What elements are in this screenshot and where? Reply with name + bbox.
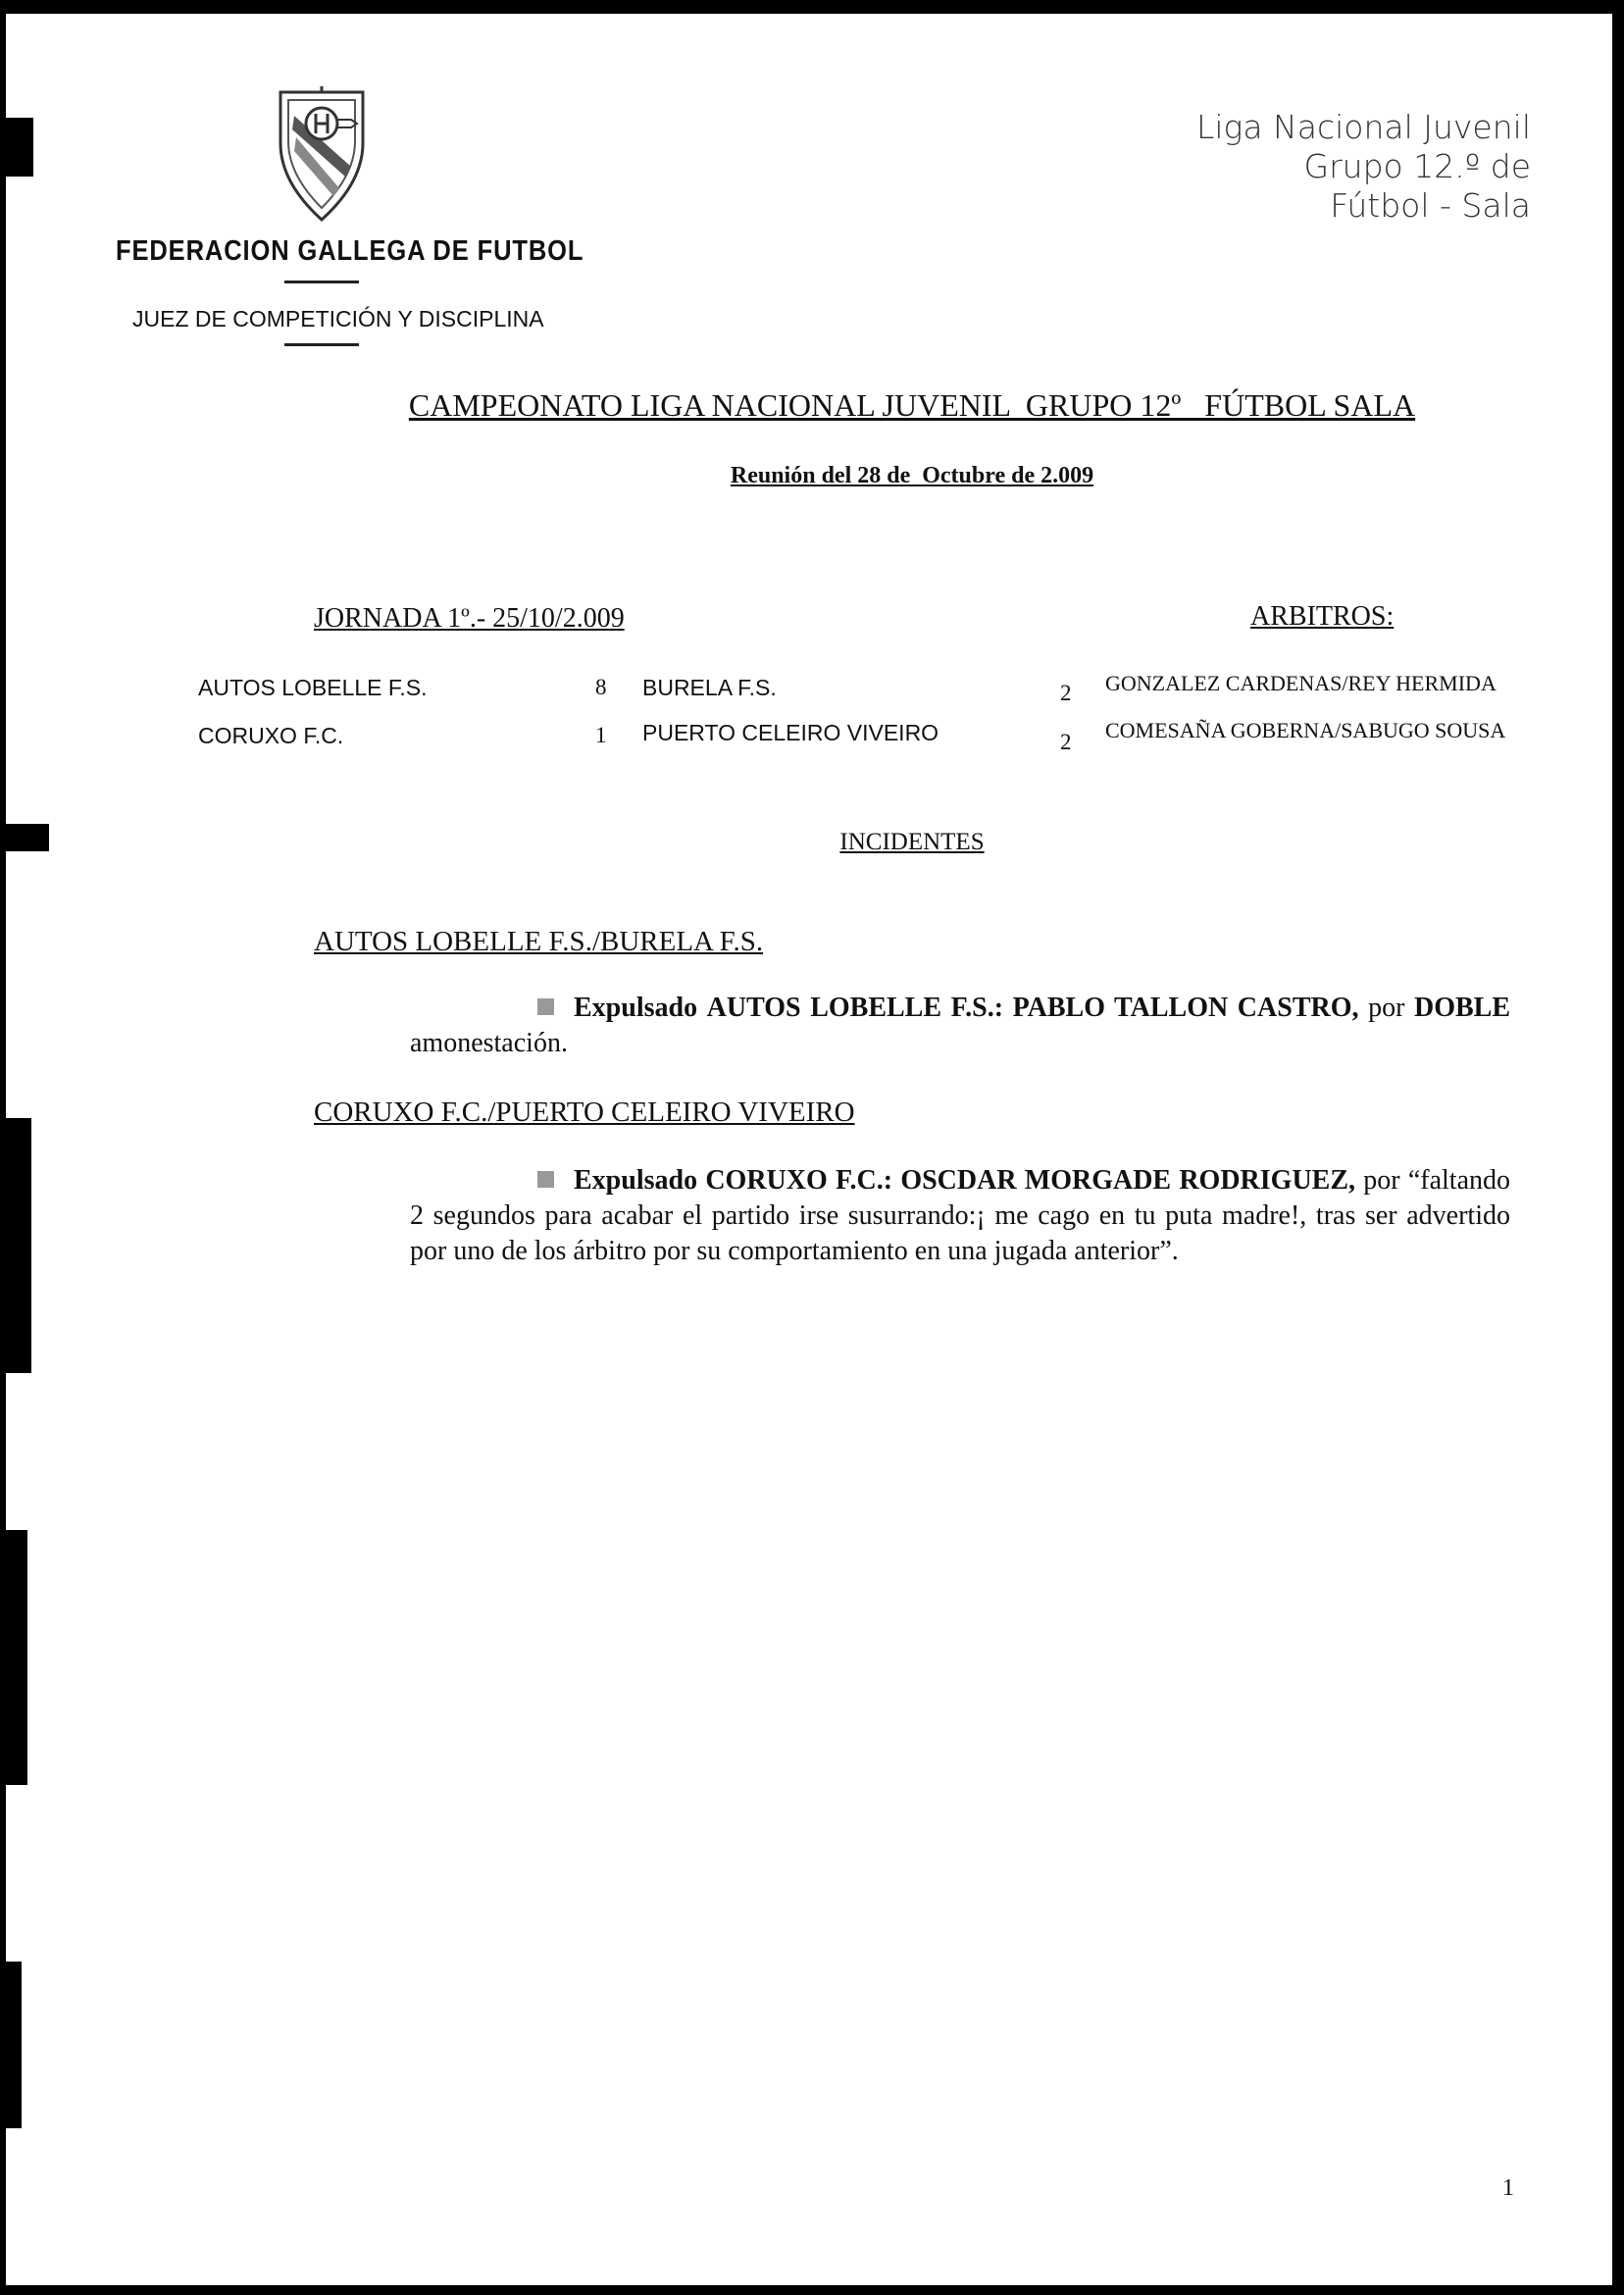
meeting-date: Reunión del 28 de Octubre de 2.009	[730, 463, 1094, 488]
incident-text	[410, 1163, 1510, 1269]
incident-lead: Expulsado	[574, 993, 698, 1023]
incident-reason-bold: DOBLE	[1413, 993, 1511, 1023]
incident-player: PABLO TALLON CASTRO,	[1012, 993, 1359, 1023]
incidents-heading: INCIDENTES	[839, 829, 985, 855]
referees-label: ARBITROS:	[1250, 601, 1395, 632]
home-team: CORUXO F.C.	[198, 723, 344, 748]
league-line: Grupo 12.º de	[1303, 147, 1531, 185]
office-name: JUEZ DE COMPETICIÓN Y DISCIPLINA	[132, 306, 544, 332]
scan-edge-mark	[0, 1118, 31, 1373]
league-line: Fútbol - Sala	[1330, 186, 1531, 225]
away-team: BURELA F.S.	[642, 675, 777, 700]
scan-edge-mark	[0, 1530, 27, 1785]
matchday-label: JORNADA 1º.- 25/10/2.009	[314, 603, 625, 634]
away-score: 2	[1060, 681, 1072, 705]
incident-por: por	[1368, 993, 1405, 1023]
incident-match-heading: AUTOS LOBELLE F.S./BURELA F.S.	[314, 926, 764, 957]
bullet-icon	[537, 998, 554, 1015]
league-heading	[1196, 108, 1531, 226]
federation-name: FEDERACION GALLEGA DE FUTBOL	[116, 235, 584, 267]
referees: COMESAÑA GOBERNA/SABUGO SOUSA	[1105, 718, 1506, 742]
home-score: 8	[595, 675, 607, 699]
document-title: CAMPEONATO LIGA NACIONAL JUVENIL GRUPO 12º FÚTBOL SALA	[408, 387, 1416, 423]
away-team: PUERTO CELEIRO VIVEIRO	[642, 720, 939, 745]
incident-reason: amonestación.	[410, 1028, 568, 1058]
incident-player: OSCDAR MORGADE RODRIGUEZ,	[900, 1165, 1356, 1196]
incident-por: por	[1363, 1165, 1400, 1196]
incident-lead: Expulsado	[574, 1165, 698, 1196]
incident-club: CORUXO F.C.:	[705, 1165, 893, 1196]
incident-text	[410, 991, 1510, 1061]
league-line: Liga Nacional Juvenil	[1195, 108, 1531, 146]
away-score: 2	[1060, 730, 1072, 754]
referees: GONZALEZ CARDENAS/REY HERMIDA	[1105, 671, 1497, 695]
scan-edge-mark	[0, 1962, 22, 2128]
bullet-icon	[537, 1171, 554, 1188]
page-number: 1	[1502, 2175, 1514, 2201]
incident-club: AUTOS LOBELLE F.S.:	[706, 993, 1004, 1023]
scan-edge-mark	[0, 118, 33, 177]
home-score: 1	[595, 723, 607, 747]
incident-reason: “faltando 2 segundos para acabar el partido irse susurrando:¡ me cago en tu puta madre!, tras ser advertido por uno de los árbitro por su comportamiento en una jugada anterior”.	[410, 1165, 1510, 1266]
incident-match-heading: CORUXO F.C./PUERTO CELEIRO VIVEIRO	[314, 1096, 855, 1128]
header-rule	[284, 343, 359, 346]
home-team: AUTOS LOBELLE F.S.	[198, 675, 428, 700]
federation-crest-icon	[275, 86, 369, 224]
header-rule	[284, 280, 359, 283]
